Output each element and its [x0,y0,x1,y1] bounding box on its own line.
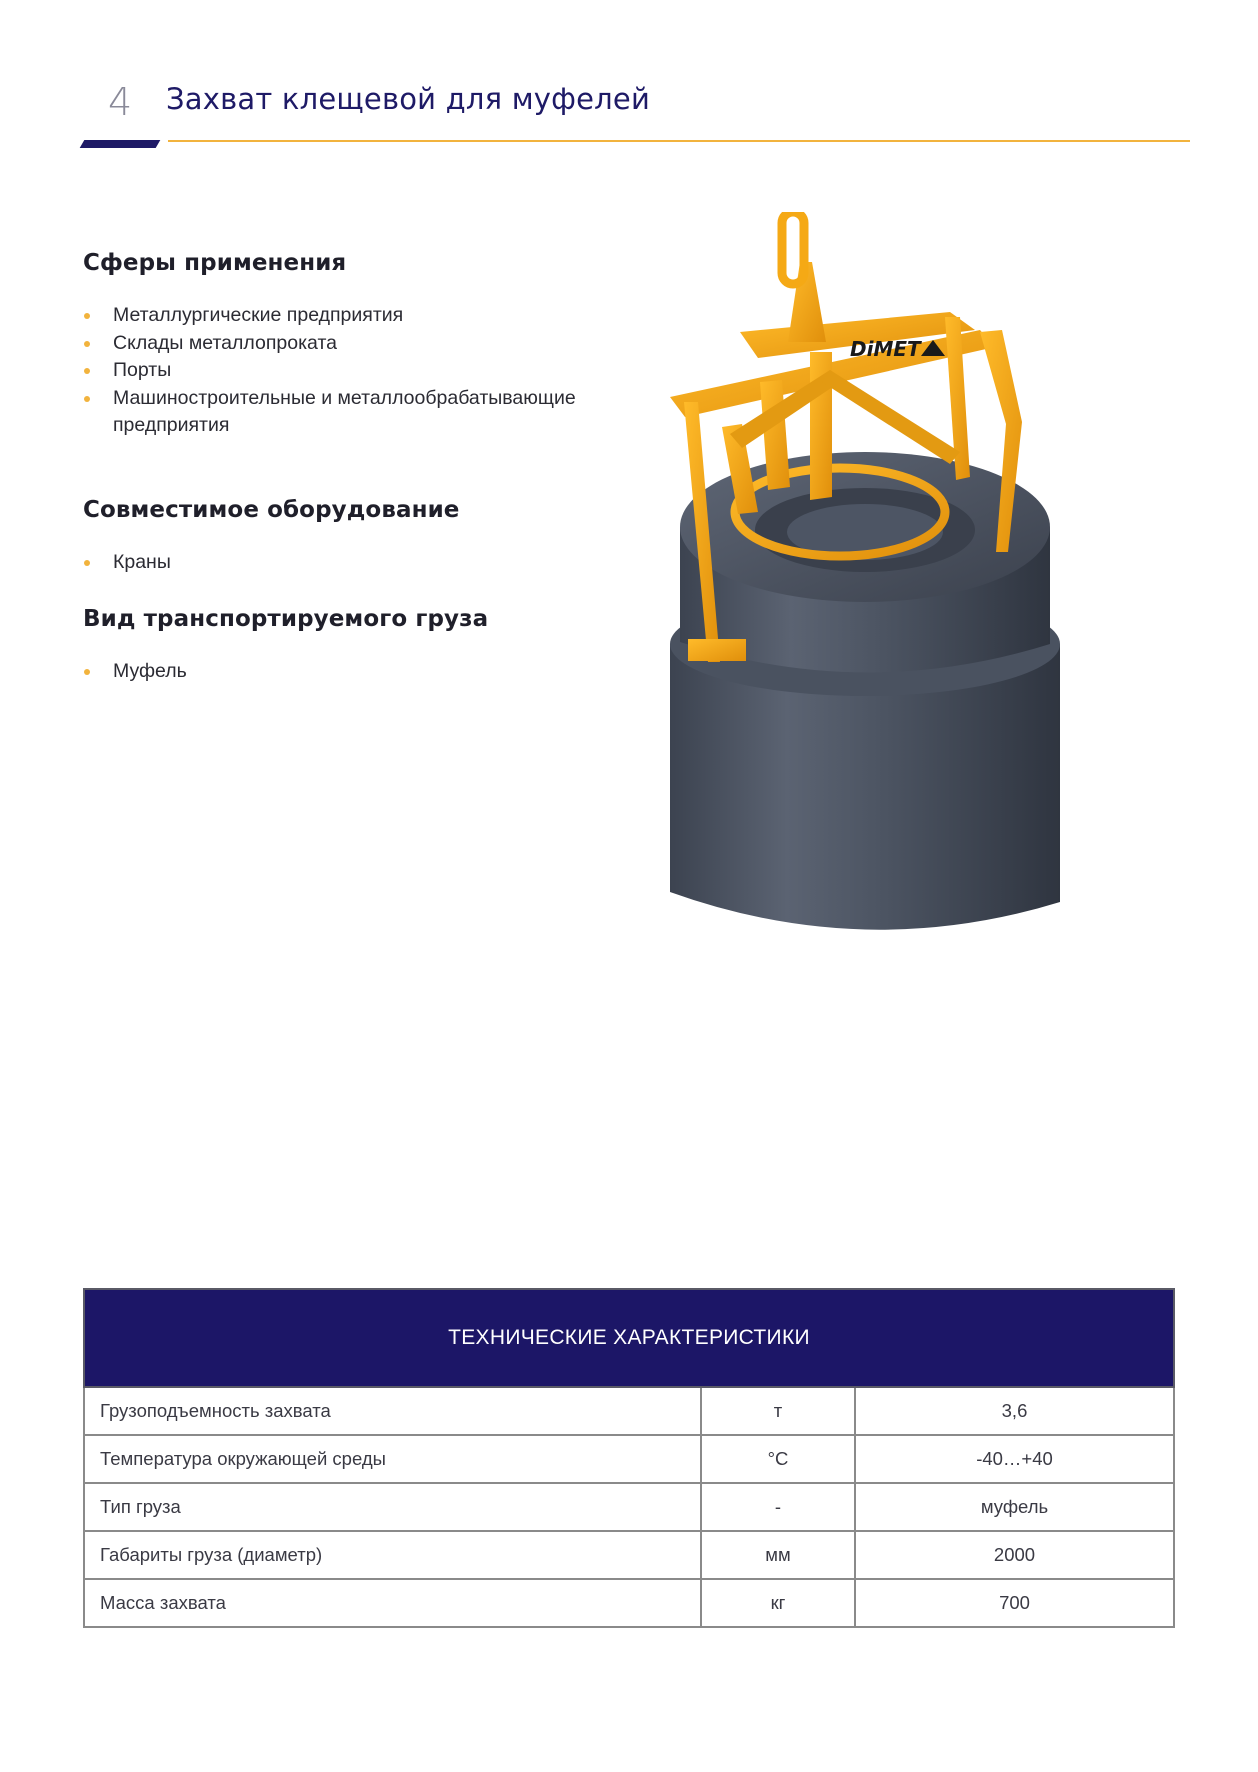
list-item: Порты [83,357,643,385]
section-title: Сферы применения [83,250,347,276]
cargo-list [83,658,643,686]
title-accent-bar [80,140,161,148]
specs-table [83,1288,1175,1628]
section-cargo [83,606,643,686]
spec-value: 3,6 [855,1387,1174,1435]
spec-unit: кг [701,1579,855,1627]
list-item: Склады металлопроката [83,330,643,358]
spec-unit: т [701,1387,855,1435]
applications-list [83,302,643,440]
brand-logo: DiMET [850,337,921,361]
table-row [84,1483,1174,1531]
list-item: Машиностроительные и металлообрабатывающие предприятия [83,385,593,440]
spec-name: Тип груза [84,1483,701,1531]
spec-name: Масса захвата [84,1579,701,1627]
spec-name: Температура окружающей среды [84,1435,701,1483]
spec-value: муфель [855,1483,1174,1531]
section-title: Совместимое оборудование [83,497,460,523]
table-row [84,1531,1174,1579]
section-equipment [83,497,643,577]
list-item: Муфель [83,658,643,686]
spec-unit: °С [701,1435,855,1483]
specs-title: ТЕХНИЧЕСКИЕ ХАРАКТЕРИСТИКИ [84,1289,1174,1387]
table-row [84,1435,1174,1483]
spec-value: 700 [855,1579,1174,1627]
spec-unit: мм [701,1531,855,1579]
list-item: Металлургические предприятия [83,302,643,330]
table-row [84,1579,1174,1627]
spec-value: 2000 [855,1531,1174,1579]
title-underline [168,140,1190,142]
list-item: Краны [83,549,643,577]
page-title: Захват клещевой для муфелей [166,82,650,116]
spec-name: Грузоподъемность захвата [84,1387,701,1435]
spec-unit: - [701,1483,855,1531]
product-image [650,212,1150,952]
section-title: Вид транспортируемого груза [83,606,489,632]
table-row [84,1387,1174,1435]
spec-value: -40…+40 [855,1435,1174,1483]
page-number: 4 [108,80,133,124]
equipment-list [83,549,643,577]
muffle-gripper-illustration [650,212,1150,952]
spec-name: Габариты груза (диаметр) [84,1531,701,1579]
section-applications [83,250,643,440]
